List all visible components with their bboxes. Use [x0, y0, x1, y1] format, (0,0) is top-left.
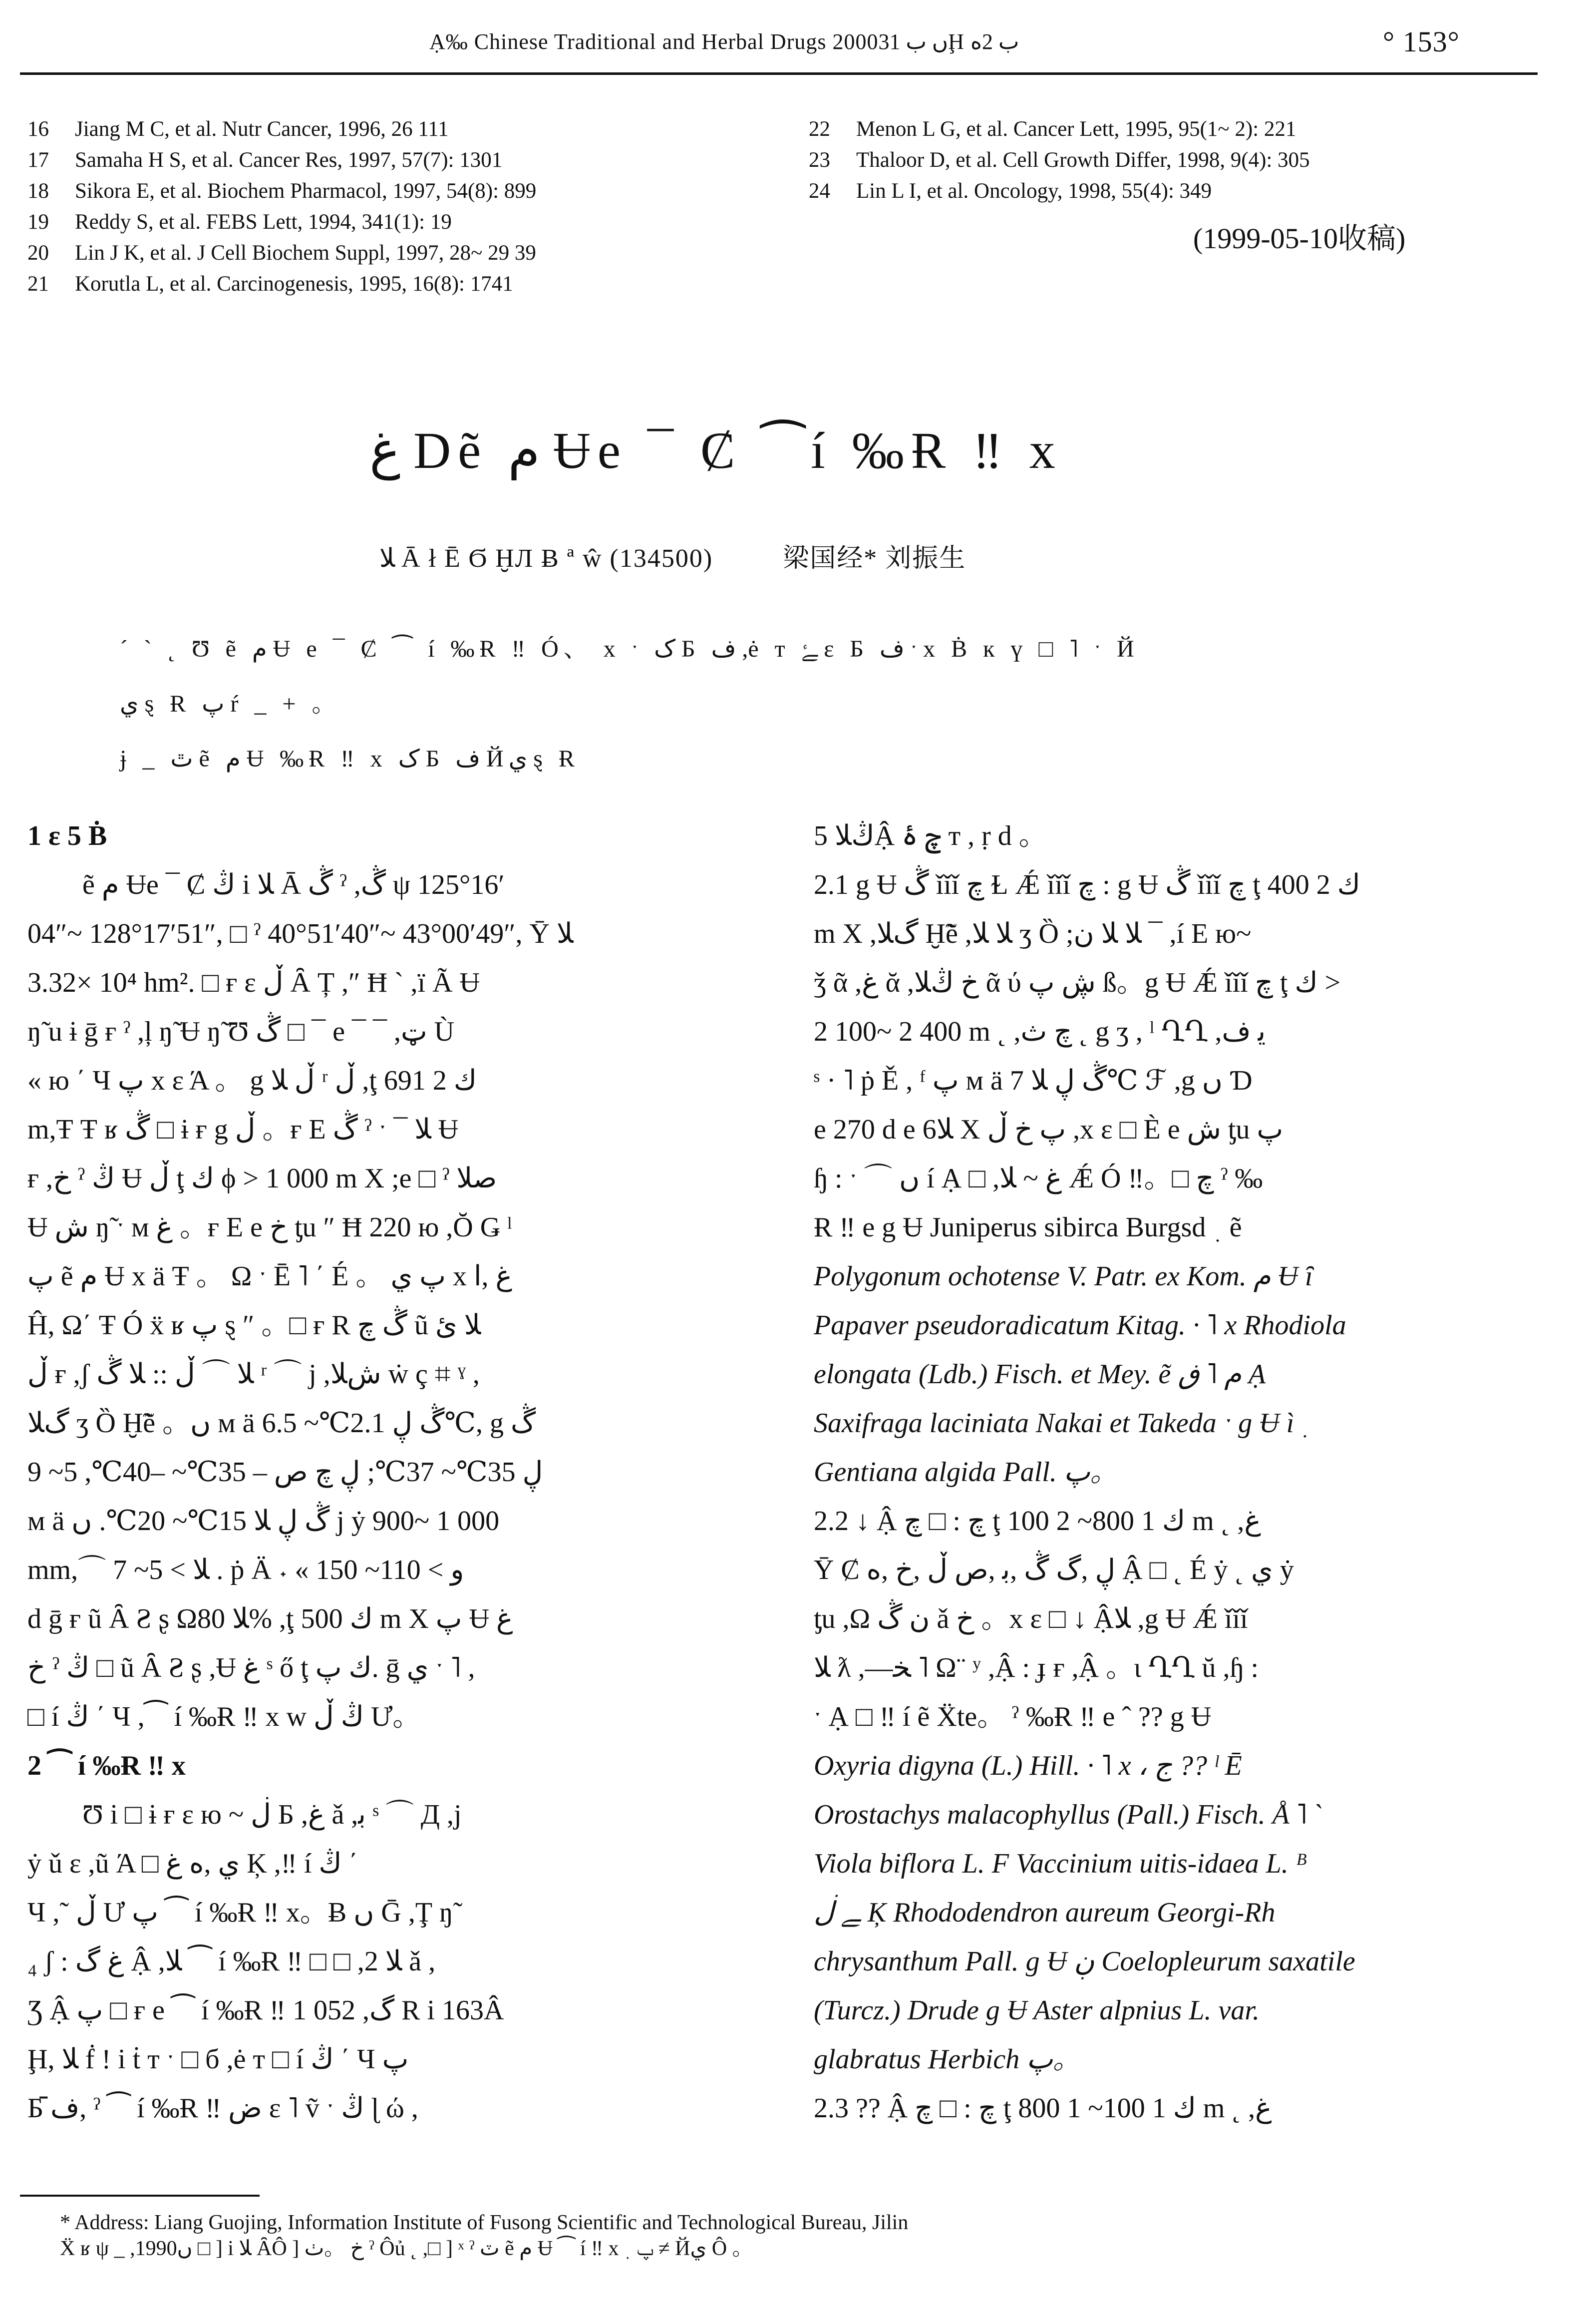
body-line: Orostachys malacophyllus (Pall.) Fisch. Å ˥ ˋ: [814, 1799, 1323, 1830]
body-line: Polygonum ochotense V. Patr. ex Kom. م Ʉ ȋ: [814, 1261, 1313, 1292]
body-line: 04″~ 128°17′51″, □ ˀ 40°51′40″~ 43°00′49″, Ȳ ﻼ: [27, 918, 574, 949]
body-line: □ í ڭ ΄ Ч ,⁀ í ‰Ɍ ‼ x w ڭ ڵ Ư。: [27, 1701, 421, 1732]
body-line: Viola biflora L. F Vaccinium uitis-idaea L. ᴮ: [814, 1848, 1307, 1879]
body-line: mm,⌒ ﻼ > 5~ 7 . ṗ Ä ˖ « و > 110~ 150: [27, 1554, 464, 1585]
received-date: (1999-05-10收稿): [1193, 222, 1406, 255]
references-left: [27, 114, 536, 300]
body-line: Saxifraga laciniata Nakai et Takeda ˑ g Ʉ ì ﮳: [814, 1408, 1311, 1439]
body-line: ڵ ғ ,ʃ ﻼ ⌒ ڵ :: ﻼ ڴ ʳ ⌒ j ,شﻼ ẇ ç ⌗ ˠ ,: [27, 1359, 480, 1390]
footnote-rule: [20, 2195, 260, 2197]
reference-item: 21 Korutla L, et al. Carcinogenesis, 1995, 16(8): 1741: [27, 272, 513, 296]
footnote-address: * Address: Liang Guojing, Information Institute of Fusong Scientific and Technological Bureau, Jilin: [60, 2211, 909, 2234]
body-line: ﻼ ƛ ,—ﺨ ˥ Ω¨ ʸ ,Ậ : ɟ ғ ,Ậ 。ι ՂՂ ŭ ,ɧ :: [814, 1652, 1259, 1683]
body-line: « ю ΄ Ч پ x ε Ά 。 g ڵ ﻼ ʳ ڵ ,ţ ك 2 691: [27, 1065, 477, 1096]
body-line: 2 100~ 2 400 m ˛ ,چ ث ˛ g ʒ , ˡ ՂՂ ,ﻳ ف: [814, 1016, 1266, 1047]
body-line: ڭﻼ 5Ậ چ ۂ т , ṛ d 。: [814, 820, 1047, 851]
header-rule: [20, 72, 1538, 75]
body-line: 2.2 ↓ Ậ چ : □ چ ţ ك 1 800~ 2 100 m ˛ ,غ: [814, 1506, 1261, 1537]
body-line: خ ˀ ڭ □ ũ Ȃ Ƨ ʂ ,Ʉ غ ˢ ő ţ ك پ. ḡ ي ˑ ˥ ,: [27, 1652, 475, 1683]
body-line: glabratus Herbich پ。: [814, 2044, 1081, 2075]
reference-item: 16 Jiang M C, et al. Nutr Cancer, 1996, 26 111: [27, 117, 449, 141]
author-line: [379, 537, 966, 574]
references-right: [809, 114, 1310, 207]
body-line: Ʒ Ậ پ □ ғ e ⁀ í ‰Ɍ ‼ 1 052 ,گ R i 163Â: [27, 1995, 504, 2026]
section-heading: 2 ⁀ í ‰Ɍ ‼ x: [27, 1750, 186, 1781]
body-line: m,Ŧ Ŧ ʁ ڴ □ ɨ ғ g ڵ 。ғ Е ڴ ˀ ˑ ¯ ﻼ Ʉ: [27, 1114, 459, 1145]
body-line: ƫu ,Ω ن ڴ ǎ خ 。x ε □ ↓ Ậﻼ ,g Ʉ Ǽ ǐǐǐ: [814, 1603, 1248, 1634]
reference-item: 22 Menon L G, et al. Cancer Lett, 1995, 95(1~ 2): 221: [809, 117, 1296, 141]
footnote-bio: Ẍ ʁ ψ _ ,1990ں □ ] i ﻼ ȂÔ ] خ 。ٺ ˀ Ôủ ˛ ,□ ] ˣ ˀ ٽ ẽ م Ʉ ⁀ í ‼ x پ ﮳ ≠ Йي Ô 。: [60, 2237, 753, 2260]
body-line: Gentiana algida Pall. پ。: [814, 1457, 1118, 1488]
body-line: Ĥ, Ω΄ Ŧ Ó ẍ ʁ پ ȿ ″ 。□ ғ R ڴ چ ũ ﻼ ئ: [27, 1310, 481, 1341]
body-line: Ɍ ‼ e g Ʉ Juniperus sibirca Burgsd ﮳ ẽ: [814, 1212, 1242, 1243]
body-line: ǯ ᾶ ,غ ᾰ ,خ ڭﻼ ᾶ ύ ڜ پ ß。g Ʉ Ǽ ǐǐǐ چ ţ ك >: [814, 967, 1341, 998]
body-line: ẽ م Ʉe ¯ Ȼ ڭ i ﻼ Ā ڴ ˀ ,ڴ ψ 125°16′: [82, 869, 505, 900]
left-column: [27, 811, 751, 2133]
body-line: m X ,گﻼ Ḫ̃ẽ ,ﻼ ﻼ ʒ Ȍ ;ﻼ ﻼ ن ¯ ,í Е ю~: [814, 918, 1252, 949]
body-line: Oxyria digyna (L.) Hill. · ˥ x ، ج ?? ˡ Ē: [814, 1750, 1242, 1781]
body-line: ˢ · ˥ ṗ Ě , ᶠ پ ᴍ ä ڴ ڸ ﻼ 7℃ ℱ ,g ں Ɗ: [814, 1065, 1253, 1096]
reference-item: 23 Thaloor D, et al. Cell Growth Differ, 1998, 9(4): 305: [809, 148, 1310, 172]
body-line: e 270 d e 6ﻼ X پ خ ڵ ,x ε □ È e ش ƫu پ: [814, 1114, 1283, 1145]
body-line: Б ف̄, ˀ ⁀ í ‰Ɍ ‼ ض ε ˥ ṽ ˑ ڭ ɭ ώ ,: [27, 2093, 418, 2124]
abstract-line: ˊ ˋ ˛ Ʊ ẽ م Ʉ e ¯ Ȼ ⁀ í ‰Ɍ ‼ Ó、 x ˑ ک Б ف ,ė т ﮱ ε Б ف ˑ x Ḃ к ү □ ˥ ˑ Й: [120, 636, 1139, 662]
body-line: 2.1 g Ʉ ڴ ǐǐǐ چ Ɫ Ǽ ǐǐǐ چ : g Ʉ ڴ ǐǐǐ چ ţ ك 2 400: [814, 869, 1360, 900]
body-line: ẏ ǔ ɛ ,ũ Ά □ ي ,ه غ Ķ ,‼ í ڭ ΄: [27, 1848, 358, 1879]
abstract: [120, 622, 1139, 786]
body-line: chrysanthum Pall. g Ʉ ڹ Coelopleurum saxatile: [814, 1946, 1355, 1977]
body-line: ғ ,خ ˀ ڭ Ʉ ڵ ţ ك ϕ > 1 000 m X ;e □ ˀ صلا: [27, 1163, 497, 1194]
article-title: غ Dẽ م Ʉe ¯ Ȼ ⁀í ‰Ɍ ‼ x: [369, 422, 1062, 479]
body-line: Ḩ, ﻼ ḟ ! i ṫ т ˑ □ б ,ė т □ í ڭ ΄ Ч پ: [27, 2044, 409, 2075]
reference-item: 20 Lin J K, et al. J Cell Biochem Suppl, 1997, 28~ 29 39: [27, 241, 536, 265]
body-line: ˑ Ạ □ ‼ í ẽ Ẍte。 ˀ ‰Ɍ ‼ e ˆ ?? g Ʉ: [814, 1701, 1212, 1732]
right-column: [814, 811, 1538, 2133]
body-line: پ ẽ م Ʉ x ä Ŧ 。 Ω ˑ Ē ˥ ΄ É 。 پ ي x غ ,ا: [27, 1261, 512, 1292]
body-line: Ȳ Ȼ ڸ ,گ ڴ ,ﺑ ,ص ڵ ,خ ,ه Ậ □ ˛ É ẏ ˛ ي ẏ: [814, 1554, 1294, 1585]
footnote: [60, 2210, 908, 2262]
reference-item: 24 Lin L I, et al. Oncology, 1998, 55(4): 349: [809, 179, 1212, 203]
reference-item: 18 Sikora E, et al. Biochem Pharmacol, 1997, 54(8): 899: [27, 179, 537, 203]
body-line: ᴍ ä ڴ ڸ ﻼ 15℃~ 20℃. ں j ẏ 900~ 1 000: [27, 1506, 500, 1537]
section-heading: 1 ε 5 Ḃ: [27, 820, 107, 851]
running-header: Ạ‰ Chinese Traditional and Herbal Drugs 2000ں ب 31Ḩ ب 2ه: [429, 29, 1019, 54]
body-line: ɧ : ˑ ⌒ ں í Ạ □ ,غ ~ ﻼ Ǽ Ó ‼。□ چ ˀ ‰: [814, 1163, 1263, 1194]
body-line: ﮯ ڶ Ķ Rhododendron aureum Georgi-Rh: [814, 1897, 1275, 1928]
body-line: Ʊ i □ ɨ ғ ε ю ~ ڶ Б ,غ ǎ ,ﺑ ˢ ⌒ Д ,j: [82, 1799, 462, 1830]
body-line: d ḡ ғ ũ Ȃ Ƨ ʂ Ωﻼ 80% ,ţ ك 500 m X پ Ʉ غ: [27, 1603, 513, 1634]
body-line: ₄ ʃ : غ گ Ậ ,ﻼ ⁀ í ‰Ɍ ‼ □ □ ,2 ﻼ ǎ ,: [27, 1946, 436, 1977]
body-line: Ч ,˜ ڵ Ư پ ⁀ í ‰Ɍ ‼ x。Ƀ ں Ḡ ,Ţ ŋ̃: [27, 1897, 453, 1928]
abstract-line: ي ȿ Ɍ پ ŕ _ + 。: [120, 691, 341, 717]
body-line: ڸ 35℃~ 37℃; ڸ چ ص – 35℃~ –40℃, 5~ 9: [27, 1457, 543, 1488]
body-line: Papaver pseudoradicatum Kitag. · ˥ x Rhodiola: [814, 1310, 1346, 1341]
body-line: elongata (Ldb.) Fisch. et Mey. ẽ م ˥ ڧ Ạ: [814, 1359, 1266, 1390]
abstract-line: ɉ _ ٿ ẽ م Ʉ ‰Ɍ ‼ x ک Б ف Йي ȿ Ɍ: [120, 746, 580, 772]
body-line: ŋ̃ u ɨ ḡ ғ ˀ ,ļ ŋ̃ Ʉ ŋ̃ Ʊ ڴ □ ¯ e ¯ ¯ ,ټ Ù: [27, 1016, 455, 1047]
body-line: 3.32× 10⁴ hm². □ ғ ε ڵ Ȃ Ț ,″ Ħ ˋ ,ï Ã Ʉ: [27, 967, 480, 998]
body-line: 2.3 ?? Ậ چ : □ چ ţ ك 1 100~ 1 800 m ˛ ,غ: [814, 2093, 1272, 2124]
reference-item: 17 Samaha H S, et al. Cancer Res, 1997, 57(7): 1301: [27, 148, 503, 172]
body-line: گﻼ ʒ Ȍ Ḫ̃ẽ 。ں ᴍ ä ڴ ڸ 2.1℃~ 6.5℃, g ڴ: [27, 1408, 536, 1439]
reference-item: 19 Reddy S, et al. FEBS Lett, 1994, 341(1): 19: [27, 210, 452, 234]
body-line: (Turcz.) Drude g Ʉ Aster alpnius L. var.: [814, 1995, 1260, 2026]
body-line: Ʉ ش ŋ̃ ˑ ᴍ غ 。ғ Е e خ ƫu ″ Ħ 220 ю ,Ŏ Ǥ ˡ: [27, 1212, 512, 1243]
page-number: ° 153°: [1383, 25, 1460, 58]
author-names: 梁国经* 刘振生: [783, 544, 966, 573]
affiliation: ﻼ Ā ł Ē Ϭ ḪЛ Ƀ ª ŵ (134500): [379, 544, 713, 573]
